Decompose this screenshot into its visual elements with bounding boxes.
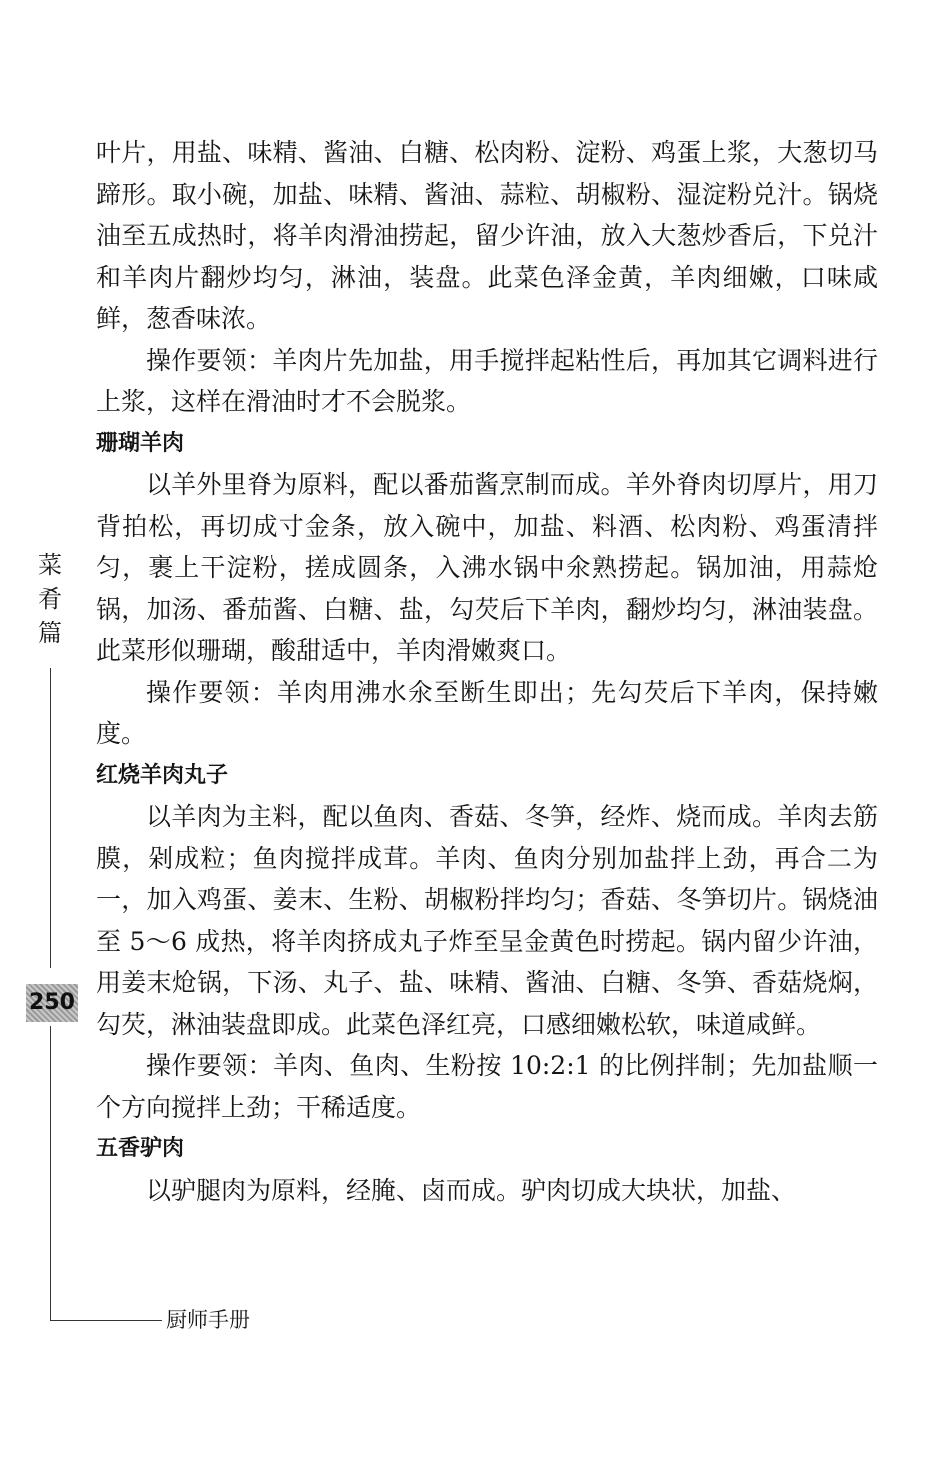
page-body	[96, 132, 878, 1211]
paragraph-tips-1: 操作要领：羊肉片先加盐，用手搅拌起粘性后，再加其它调料进行上浆，这样在滑油时才不会脱浆。	[96, 345, 878, 416]
section-label-char: 肴	[38, 585, 62, 613]
recipe-title-coral-lamb: 珊瑚羊肉	[96, 430, 185, 456]
paragraph-tips-2: 操作要领：羊肉用沸水氽至断生即出；先勾芡后下羊肉，保持嫩度。	[96, 677, 878, 748]
section-label-char: 篇	[38, 619, 62, 647]
margin-rule-top	[50, 668, 51, 968]
paragraph-tips-3: 操作要领：羊肉、鱼肉、生粉按 10:2:1 的比例拌制；先加盐顺一个方向搅拌上劲；干稀适度。	[96, 1051, 878, 1122]
section-label	[34, 548, 66, 650]
paragraph-intro-continuation: 叶片，用盐、味精、酱油、白糖、松肉粉、淀粉、鸡蛋上浆，大葱切马蹄形。取小碗，加盐、味精、酱油、蒜粒、胡椒粉、湿淀粉兑汁。锅烧油至五成热时，将羊肉滑油捞起，留少许油，放入大葱炒香后，下兑汁和羊肉片翻炒均匀，淋油，装盘。此菜色泽金黄，羊肉细嫩，口味咸鲜，葱香味浓。	[96, 138, 878, 333]
paragraph-braised-lamb-balls: 以羊肉为主料，配以鱼肉、香菇、冬笋，经炸、烧而成。羊肉去筋膜，剁成粒；鱼肉搅拌成茸。羊肉、鱼肉分别加盐拌上劲，再合二为一，加入鸡蛋、姜末、生粉、胡椒粉拌均匀；香菇、冬笋切片。锅烧油至 5～6 成热，将羊肉挤成丸子炸至呈金黄色时捞起。锅内留少许油，用姜末炝锅，下汤、丸子、盐、味精、酱油、白糖、冬笋、香菇烧焖，勾芡，淋油装盘即成。此菜色泽红亮，口感细嫩松软，味道咸鲜。	[96, 802, 878, 1039]
section-label-char: 菜	[38, 551, 62, 579]
paragraph-five-spice-donkey: 以驴腿肉为原料，经腌、卤而成。驴肉切成大块状，加盐、	[146, 1175, 797, 1205]
paragraph-coral-lamb: 以羊外里脊为原料，配以番茄酱烹制而成。羊外脊肉切厚片，用刀背拍松，再切成寸金条，放入碗中，加盐、料酒、松肉粉、鸡蛋清拌匀，裹上干淀粉，搓成圆条，入沸水锅中氽熟捞起。锅加油，用蒜炝锅，加汤、番茄酱、白糖、盐，勾芡后下羊肉，翻炒均匀，淋油装盘。此菜形似珊瑚，酸甜适中，羊肉滑嫩爽口。	[96, 470, 878, 665]
footer-rule	[50, 1320, 162, 1321]
recipe-title-braised-lamb-balls: 红烧羊肉丸子	[96, 762, 229, 788]
footer-book-title: 厨师手册	[166, 1308, 250, 1332]
recipe-title-five-spice-donkey: 五香驴肉	[96, 1136, 185, 1161]
page-number: 250	[26, 984, 78, 1022]
margin-rule-bottom	[50, 1026, 51, 1320]
